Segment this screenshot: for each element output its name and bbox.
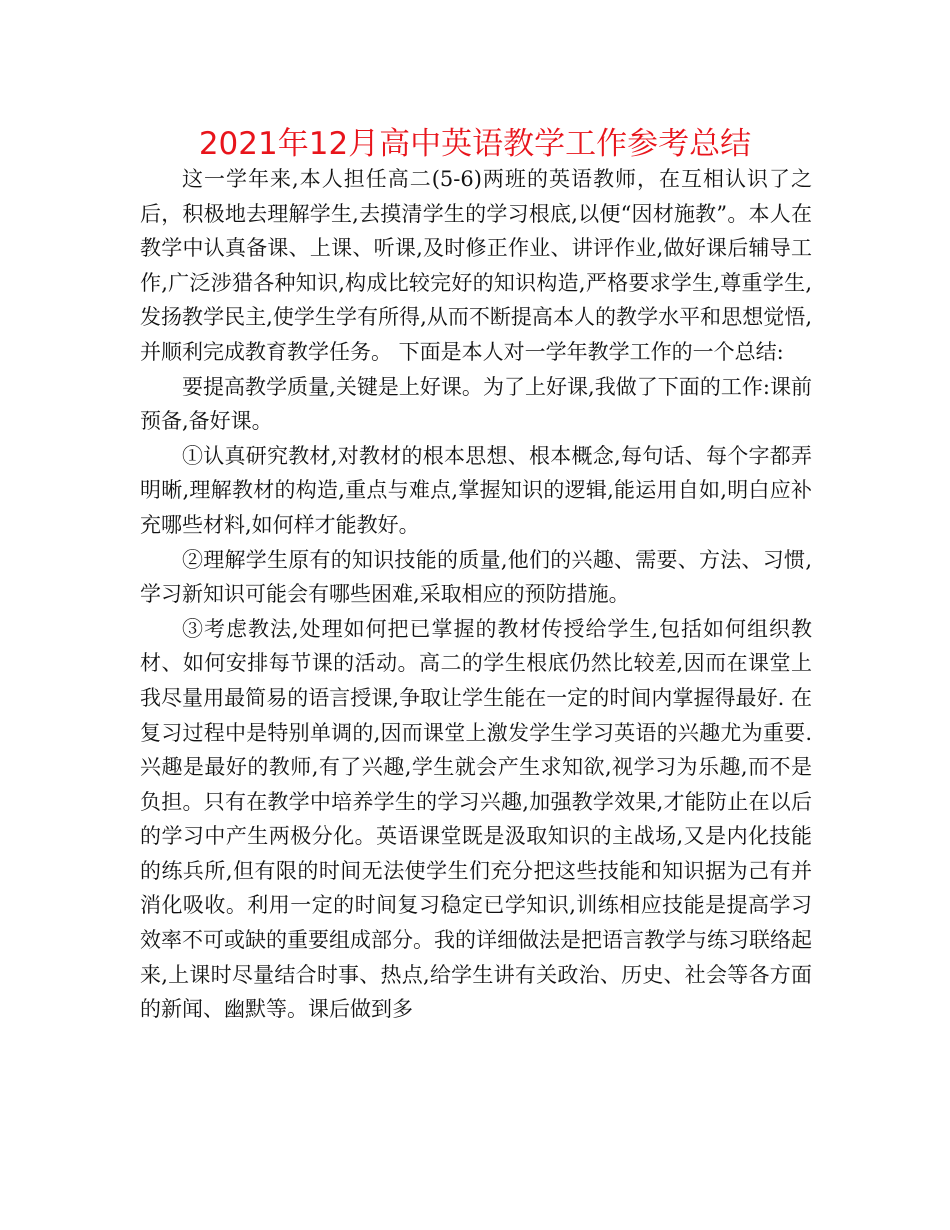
paragraph-point-1: ①认真研究教材,对教材的根本思想、根本概念,每句话、每个字都弄明晰,理解教材的构造,重点与难点,掌握知识的逻辑,能运用自如,明白应补充哪些材料,如何样才能教好。 [140, 443, 812, 537]
paragraph-lesson-prep: 要提高教学质量,关键是上好课。为了上好课,我做了下面的工作:课前预备,备好课。 [140, 374, 812, 434]
document-title: 2021年12月高中英语教学工作参考总结 [198, 126, 752, 162]
paragraph-intro: 这一学年来,本人担任高二(5-6)两班的英语教师，在互相认识了之后，积极地去理解学生,去摸清学生的学习根底,以便“因材施教”。本人在教学中认真备课、上课、听课,及时修正作业、讲评作业,做好课后辅导工作,广泛涉猎各种知识,构成比较完好的知识构造,严格要求学生,尊重学生,发扬教学民主,使学生学有所得,从而不断提高本人的教学水平和思想觉悟,并顺利完成教育教学任务。 下面是本人对一学年教学工作的一个总结: [140, 167, 812, 364]
paragraph-point-3: ③考虑教法,处理如何把已掌握的教材传授给学生,包括如何组织教材、如何安排每节课的活动。高二的学生根底仍然比较差,因而在课堂上我尽量用最简易的语言授课,争取让学生能在一定的时间内掌握得最好. 在复习过程中是特别单调的,因而课堂上激发学生学习英语的兴趣尤为重要.兴趣是最好的教师,有了兴趣,学生就会产生求知欲,视学习为乐趣,而不是负担。只有在教学中培养学生的学习兴趣,加强教学效果,才能防止在以后的学习中产生两极分化。英语课堂既是汲取知识的主战场,又是内化技能的练兵所,但有限的时间无法使学生们充分把这些技能和知识据为己有并消化吸收。利用一定的时间复习稳定已学知识,训练相应技能是提高学习效率不可或缺的重要组成部分。我的详细做法是把语言教学与练习联络起来,上课时尽量结合时事、热点,给学生讲有关政治、历史、社会等各方面的新闻、幽默等。课后做到多 [140, 616, 812, 1022]
paragraph-point-2: ②理解学生原有的知识技能的质量,他们的兴趣、需要、方法、习惯,学习新知识可能会有哪些困难,采取相应的预防措施。 [140, 547, 812, 607]
document-body [140, 162, 812, 1027]
